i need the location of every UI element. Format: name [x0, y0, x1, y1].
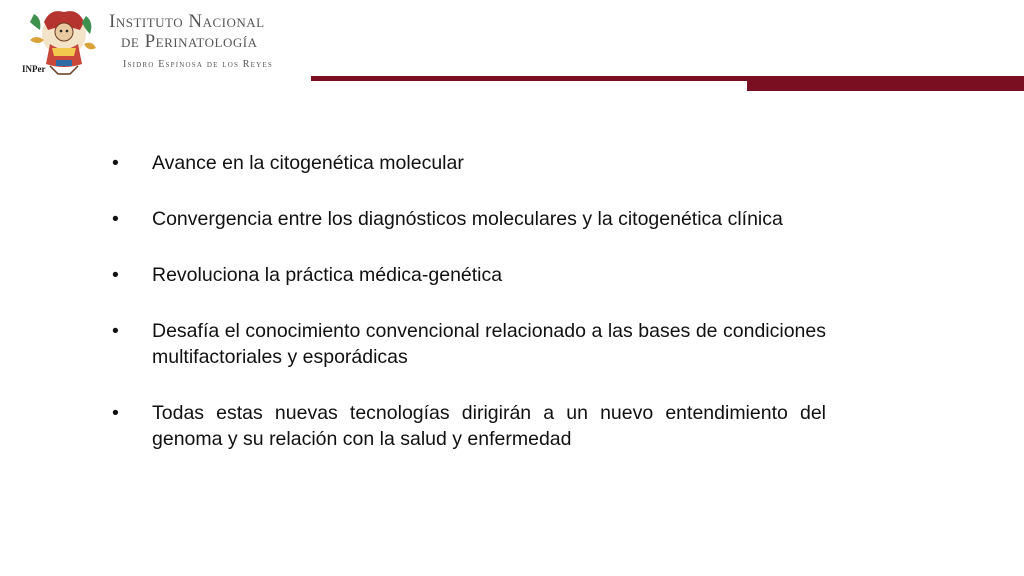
bullet-item	[112, 206, 826, 232]
bullet-mark: •	[112, 208, 119, 230]
header-accent-bar	[747, 76, 1024, 91]
institution-name-block	[109, 12, 287, 72]
bullet-item	[112, 318, 826, 370]
bullet-text: Desafía el conocimiento convencional relacionado a las bases de condiciones multifactoriales y esporádicas	[152, 320, 826, 368]
bullet-item	[112, 262, 826, 288]
bullet-mark: •	[112, 320, 119, 342]
bullet-list	[112, 150, 826, 482]
bullet-mark: •	[112, 264, 119, 286]
bullet-text: Avance en la citogenética molecular	[152, 152, 464, 174]
bullet-item	[112, 150, 826, 176]
institution-name-line1: Instituto Nacional	[109, 11, 265, 32]
bullet-text: Todas estas nuevas tecnologías dirigirán a un nuevo entendimiento del genoma y su relación con la salud y enfermedad	[152, 402, 826, 450]
bullet-item	[112, 400, 826, 452]
bullet-mark: •	[112, 402, 119, 424]
bullet-text: Convergencia entre los diagnósticos moleculares y la citogenética clínica	[152, 208, 783, 230]
logo-abbreviation: INPer	[22, 64, 46, 74]
institution-name-line2: de Perinatología	[121, 31, 258, 52]
institution-subtitle: Isidro Espinosa de los Reyes	[123, 59, 273, 70]
bullet-mark: •	[112, 152, 119, 174]
bullet-text: Revoluciona la práctica médica-genética	[152, 264, 503, 286]
